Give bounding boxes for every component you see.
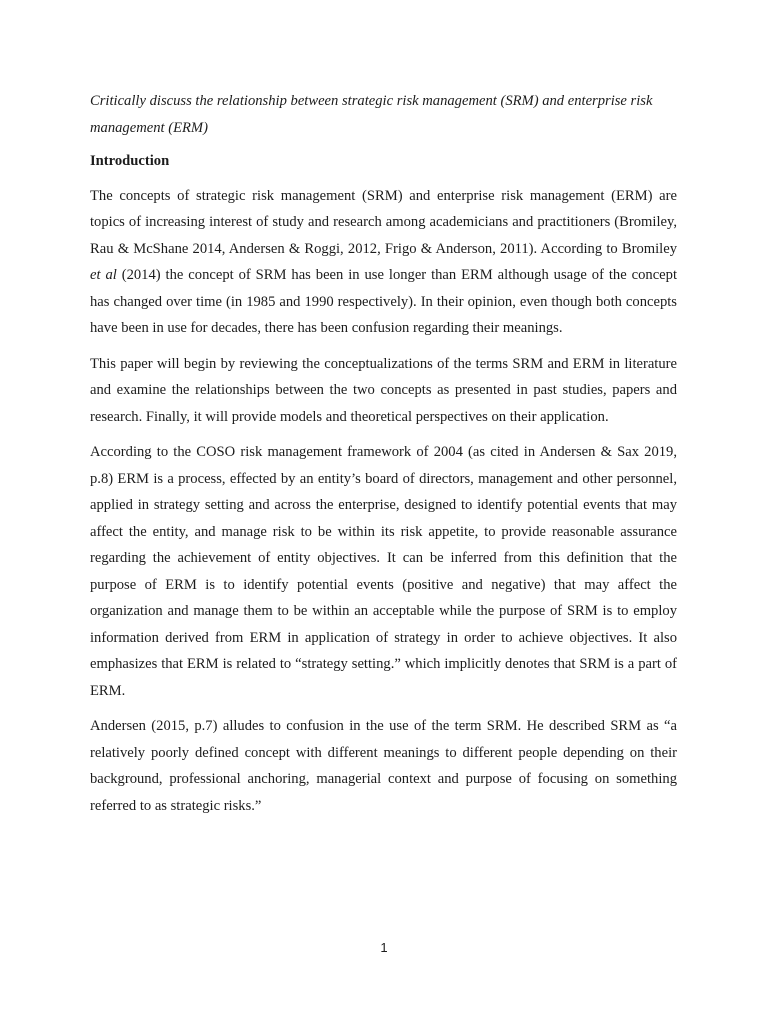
paragraph-1-et-al: et al (90, 267, 117, 283)
document-title: Critically discuss the relationship between strategic risk management (SRM) and enterprise risk management (ERM) (90, 93, 653, 136)
paragraph-2: This paper will begin by reviewing the conceptualizations of the terms SRM and ERM in literature and examine the relationships between the two concepts as presented in past studies, papers and research. Finally, it will provide models and theoretical perspectives on their application. (90, 355, 677, 425)
paragraph-4: Andersen (2015, p.7) alludes to confusion in the use of the term SRM. He described SRM as “a relatively poorly defined concept with different meanings to different people depending on their background, professional anchoring, managerial context and purpose of focusing on something referred to as strategic risks.” (90, 718, 677, 814)
section-heading-introduction: Introduction (90, 153, 170, 169)
document-page (90, 88, 677, 828)
paragraph-1-part-1: The concepts of strategic risk management (SRM) and enterprise risk management (ERM) are topics of increasing interest of study and research among academicians and practitioners (Bromiley, Rau & McShane 2014, Andersen & Roggi, 2012, Frigo & Anderson, 2011). According to Bromiley (90, 187, 677, 257)
paragraph-3: According to the COSO risk management framework of 2004 (as cited in Andersen & Sax 2019, p.8) ERM is a process, effected by an entity’s board of directors, management and other personnel, applied in strategy setting and across the enterprise, designed to identify potential events that may affect the entity, and manage risk to be within its risk appetite, to provide reasonable assurance regarding the achievement of entity objectives. It can be inferred from this definition that the purpose of ERM is to identify potential events (positive and negative) that may affect the organization and manage them to be within an acceptable while the purpose of SRM is to employ information derived from ERM in application of strategy in order to achieve objectives. It also emphasizes that ERM is related to “strategy setting.” which implicitly denotes that SRM is a part of ERM. (90, 444, 677, 699)
paragraph-1-part-2: (2014) the concept of SRM has been in use longer than ERM although usage of the concept has changed over time (in 1985 and 1990 respectively). In their opinion, even though both concepts have been in use for decades, there has been confusion regarding their meanings. (90, 267, 677, 336)
page-number: 1 (380, 940, 388, 955)
paragraph-1 (90, 183, 677, 342)
